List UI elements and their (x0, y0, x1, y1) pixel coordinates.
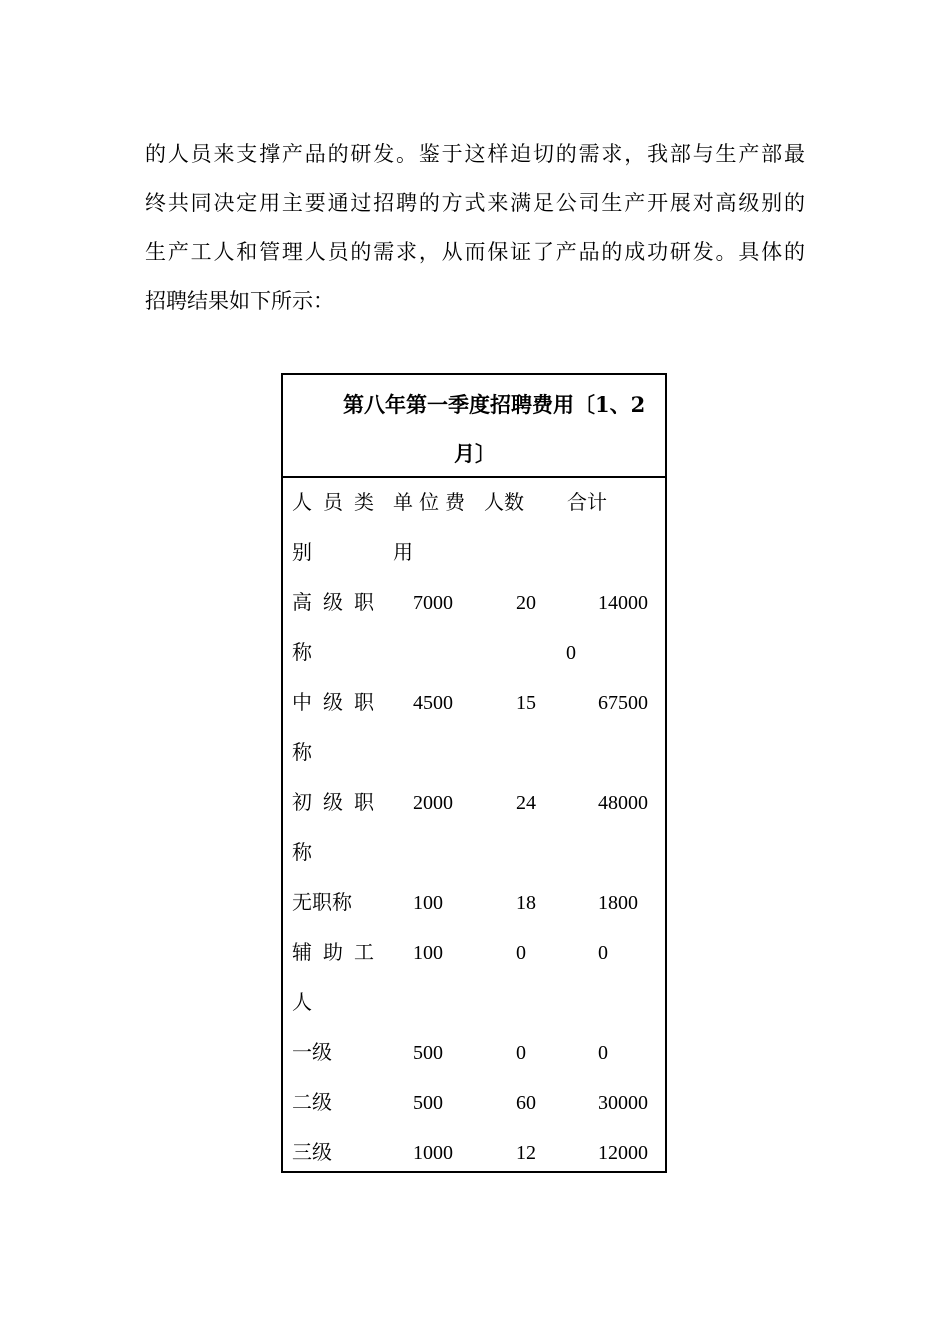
paragraph-line-4: 招聘结果如下所示： (145, 289, 334, 313)
row-category: 三级 (292, 1142, 332, 1164)
row-category: 无职称 (292, 892, 352, 914)
row-unit-cost: 1000 (413, 1142, 453, 1164)
header-count: 人数 (484, 492, 524, 514)
row-category: 二级 (292, 1092, 332, 1114)
table-body (283, 478, 665, 1178)
row-category: 辅助工 人 (292, 942, 374, 1014)
row-unit-cost: 7000 (413, 592, 453, 614)
row-count: 15 (516, 692, 536, 714)
body-paragraph (145, 130, 805, 326)
row-unit-cost: 500 (413, 1042, 443, 1064)
row-category: 初级职 称 (292, 792, 374, 864)
table-row (283, 1078, 665, 1128)
recruitment-cost-table (281, 373, 667, 1173)
row-total: 1800 (598, 892, 638, 914)
table-row (283, 878, 665, 928)
table-header-row (283, 478, 665, 578)
row-count: 24 (516, 792, 536, 814)
paragraph-line-1: 的人员来支撑产品的研发。鉴于这样迫切的需求，我部与生产部最 (145, 142, 805, 166)
header-category: 人员类 别 (292, 492, 374, 564)
table-title-line-1: 第八年第一季度招聘费用〔1、2 (343, 392, 646, 417)
row-unit-cost: 500 (413, 1092, 443, 1114)
row-unit-cost: 100 (413, 942, 443, 964)
table-row (283, 1028, 665, 1078)
table-row (283, 578, 665, 678)
row-unit-cost: 4500 (413, 692, 453, 714)
row-total: 0 (598, 1042, 608, 1064)
row-category: 高级职 称 (292, 592, 374, 664)
row-total: 48000 (598, 792, 648, 814)
header-unit-cost: 单位费 用 (393, 492, 465, 564)
row-category: 一级 (292, 1042, 332, 1064)
row-unit-cost: 2000 (413, 792, 453, 814)
row-total: 12000 (598, 1142, 648, 1164)
table-row (283, 928, 665, 1028)
table-title-line-2: 月〕 (454, 441, 496, 466)
row-count: 0 (516, 942, 526, 964)
row-total: 14000 (598, 592, 648, 614)
row-category: 中级职 称 (292, 692, 374, 764)
row-count: 18 (516, 892, 536, 914)
header-total: 合计 (567, 492, 607, 514)
row-total: 0 (598, 942, 608, 964)
paragraph-line-3: 生产工人和管理人员的需求，从而保证了产品的成功研发。具体的 (145, 240, 805, 264)
row-count: 20 (516, 592, 536, 614)
row-count: 60 (516, 1092, 536, 1114)
row-total: 67500 (598, 692, 648, 714)
paragraph-line-2: 终共同决定用主要通过招聘的方式来满足公司生产开展对高级别的 (145, 191, 805, 215)
row-total-wrap: 0 (566, 642, 576, 664)
table-row (283, 678, 665, 778)
table-title (283, 375, 665, 478)
row-total: 30000 (598, 1092, 648, 1114)
table-row (283, 778, 665, 878)
table-row (283, 1128, 665, 1178)
row-unit-cost: 100 (413, 892, 443, 914)
row-count: 12 (516, 1142, 536, 1164)
row-count: 0 (516, 1042, 526, 1064)
